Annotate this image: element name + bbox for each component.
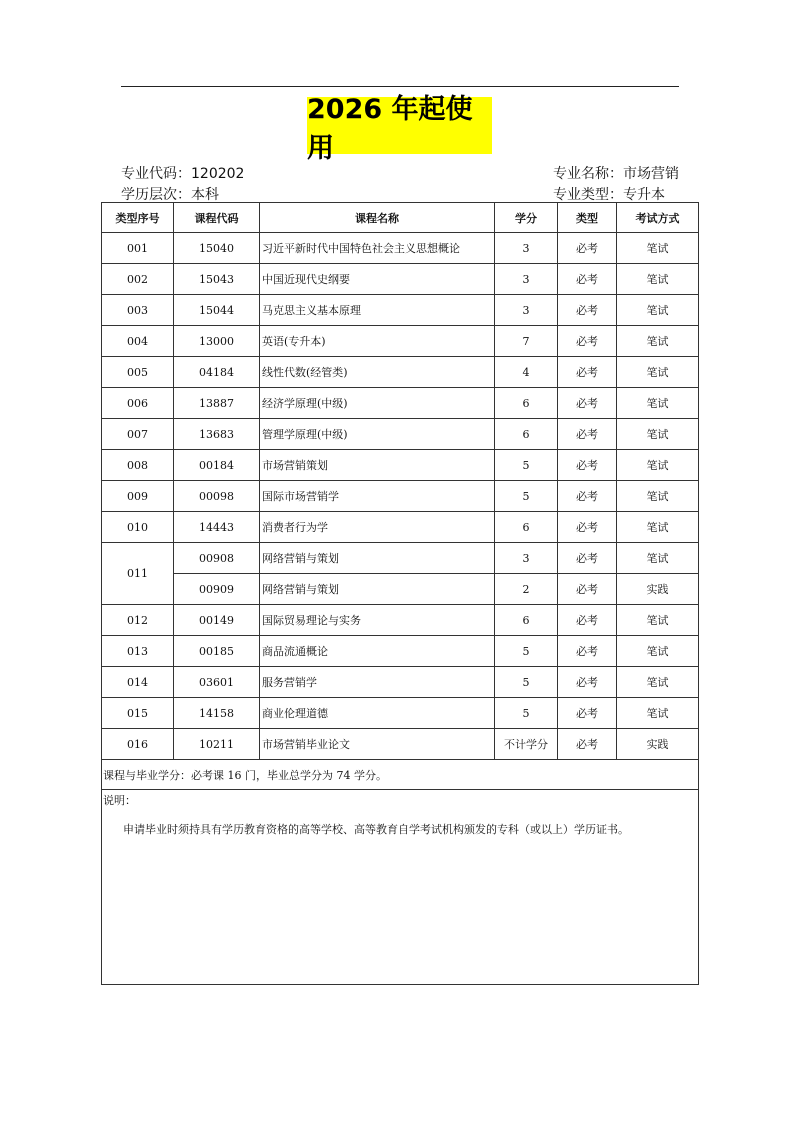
course-exam: 笔试 — [617, 636, 699, 667]
course-exam: 笔试 — [617, 512, 699, 543]
page-title: 2026 年起使用 — [307, 97, 492, 154]
table-row — [102, 698, 699, 729]
table-row — [102, 605, 699, 636]
course-credit: 5 — [495, 636, 558, 667]
course-type: 必考 — [558, 295, 617, 326]
course-credit: 5 — [495, 450, 558, 481]
course-type: 必考 — [558, 543, 617, 574]
header-exam: 考试方式 — [617, 203, 699, 233]
course-code: 03601 — [174, 667, 260, 698]
course-name: 国际市场营销学 — [260, 481, 495, 512]
course-exam: 笔试 — [617, 357, 699, 388]
course-type: 必考 — [558, 729, 617, 760]
course-seq: 005 — [102, 357, 174, 388]
course-type: 必考 — [558, 636, 617, 667]
course-seq: 006 — [102, 388, 174, 419]
table-row — [102, 233, 699, 264]
table-row — [102, 450, 699, 481]
course-seq: 004 — [102, 326, 174, 357]
course-code: 14443 — [174, 512, 260, 543]
course-credit: 6 — [495, 512, 558, 543]
course-name: 商品流通概论 — [260, 636, 495, 667]
table-row — [102, 574, 699, 605]
course-code: 13000 — [174, 326, 260, 357]
course-name: 服务营销学 — [260, 667, 495, 698]
course-name: 中国近现代史纲要 — [260, 264, 495, 295]
course-exam: 笔试 — [617, 264, 699, 295]
course-credit: 6 — [495, 419, 558, 450]
course-type: 必考 — [558, 326, 617, 357]
course-seq: 001 — [102, 233, 174, 264]
course-exam: 笔试 — [617, 667, 699, 698]
course-type: 必考 — [558, 605, 617, 636]
course-type: 必考 — [558, 481, 617, 512]
notes-title: 说明： — [103, 794, 136, 807]
course-code: 04184 — [174, 357, 260, 388]
course-type: 必考 — [558, 264, 617, 295]
education-level: 学历层次：本科 — [121, 187, 219, 203]
course-type: 必考 — [558, 574, 617, 605]
course-seq: 014 — [102, 667, 174, 698]
course-exam: 笔试 — [617, 295, 699, 326]
course-code: 15043 — [174, 264, 260, 295]
course-seq: 015 — [102, 698, 174, 729]
course-code: 00149 — [174, 605, 260, 636]
course-name: 市场营销毕业论文 — [260, 729, 495, 760]
course-seq: 012 — [102, 605, 174, 636]
course-code: 00098 — [174, 481, 260, 512]
course-name: 市场营销策划 — [260, 450, 495, 481]
table-row — [102, 729, 699, 760]
course-name: 网络营销与策划 — [260, 574, 495, 605]
course-name: 线性代数(经管类) — [260, 357, 495, 388]
course-name: 网络营销与策划 — [260, 543, 495, 574]
header-seq: 类型序号 — [102, 203, 174, 233]
course-credit: 5 — [495, 667, 558, 698]
table-row — [102, 543, 699, 574]
course-exam: 笔试 — [617, 543, 699, 574]
course-type: 必考 — [558, 233, 617, 264]
course-seq: 013 — [102, 636, 174, 667]
course-name: 消费者行为学 — [260, 512, 495, 543]
course-credit: 6 — [495, 605, 558, 636]
course-seq: 003 — [102, 295, 174, 326]
course-seq: 002 — [102, 264, 174, 295]
table-row — [102, 295, 699, 326]
course-seq: 011 — [102, 543, 174, 605]
course-credit: 4 — [495, 357, 558, 388]
course-credit: 5 — [495, 698, 558, 729]
course-credit: 3 — [495, 264, 558, 295]
header-credit: 学分 — [495, 203, 558, 233]
course-name: 商业伦理道德 — [260, 698, 495, 729]
course-exam: 笔试 — [617, 450, 699, 481]
course-credit: 3 — [495, 295, 558, 326]
course-name: 国际贸易理论与实务 — [260, 605, 495, 636]
course-credit: 3 — [495, 543, 558, 574]
table-row — [102, 388, 699, 419]
course-name: 经济学原理(中级) — [260, 388, 495, 419]
course-code: 13683 — [174, 419, 260, 450]
course-code: 14158 — [174, 698, 260, 729]
course-seq: 016 — [102, 729, 174, 760]
major-type: 专业类型：专升本 — [553, 187, 665, 203]
course-exam: 笔试 — [617, 481, 699, 512]
course-name: 马克思主义基本原理 — [260, 295, 495, 326]
course-code: 00185 — [174, 636, 260, 667]
header-type: 类型 — [558, 203, 617, 233]
course-type: 必考 — [558, 419, 617, 450]
course-code: 15044 — [174, 295, 260, 326]
course-code: 10211 — [174, 729, 260, 760]
header-name: 课程名称 — [260, 203, 495, 233]
course-credit: 7 — [495, 326, 558, 357]
course-credit: 5 — [495, 481, 558, 512]
course-exam: 笔试 — [617, 698, 699, 729]
course-credit: 3 — [495, 233, 558, 264]
course-exam: 笔试 — [617, 605, 699, 636]
course-name: 管理学原理(中级) — [260, 419, 495, 450]
course-code: 00908 — [174, 543, 260, 574]
table-header-row — [102, 203, 699, 233]
course-type: 必考 — [558, 357, 617, 388]
course-type: 必考 — [558, 698, 617, 729]
course-exam: 笔试 — [617, 419, 699, 450]
course-seq: 007 — [102, 419, 174, 450]
notes-cell — [102, 790, 699, 985]
course-table — [101, 202, 699, 985]
course-code: 13887 — [174, 388, 260, 419]
course-code: 00184 — [174, 450, 260, 481]
course-type: 必考 — [558, 388, 617, 419]
major-code: 专业代码：120202 — [121, 166, 245, 182]
course-type: 必考 — [558, 450, 617, 481]
course-credit: 6 — [495, 388, 558, 419]
credit-summary: 课程与毕业学分：必考课 16 门，毕业总学分为 74 学分。 — [102, 760, 699, 790]
notes-body: 申请毕业时须持具有学历教育资格的高等学校、高等教育自学考试机构颁发的专科（或以上）学历证书。 — [123, 823, 629, 836]
course-code: 00909 — [174, 574, 260, 605]
table-row — [102, 357, 699, 388]
major-name: 专业名称：市场营销 — [553, 166, 679, 182]
table-row — [102, 667, 699, 698]
course-name: 英语(专升本) — [260, 326, 495, 357]
course-credit: 2 — [495, 574, 558, 605]
course-seq: 010 — [102, 512, 174, 543]
course-exam: 实践 — [617, 729, 699, 760]
header-code: 课程代码 — [174, 203, 260, 233]
summary-row — [102, 760, 699, 790]
table-row — [102, 419, 699, 450]
table-row — [102, 264, 699, 295]
course-credit: 不计学分 — [495, 729, 558, 760]
course-exam: 笔试 — [617, 388, 699, 419]
course-seq: 008 — [102, 450, 174, 481]
notes-row — [102, 790, 699, 985]
course-code: 15040 — [174, 233, 260, 264]
table-row — [102, 326, 699, 357]
course-seq: 009 — [102, 481, 174, 512]
table-row — [102, 481, 699, 512]
table-row — [102, 512, 699, 543]
course-type: 必考 — [558, 512, 617, 543]
course-exam: 实践 — [617, 574, 699, 605]
table-row — [102, 636, 699, 667]
course-exam: 笔试 — [617, 326, 699, 357]
course-exam: 笔试 — [617, 233, 699, 264]
course-type: 必考 — [558, 667, 617, 698]
course-name: 习近平新时代中国特色社会主义思想概论 — [260, 233, 495, 264]
